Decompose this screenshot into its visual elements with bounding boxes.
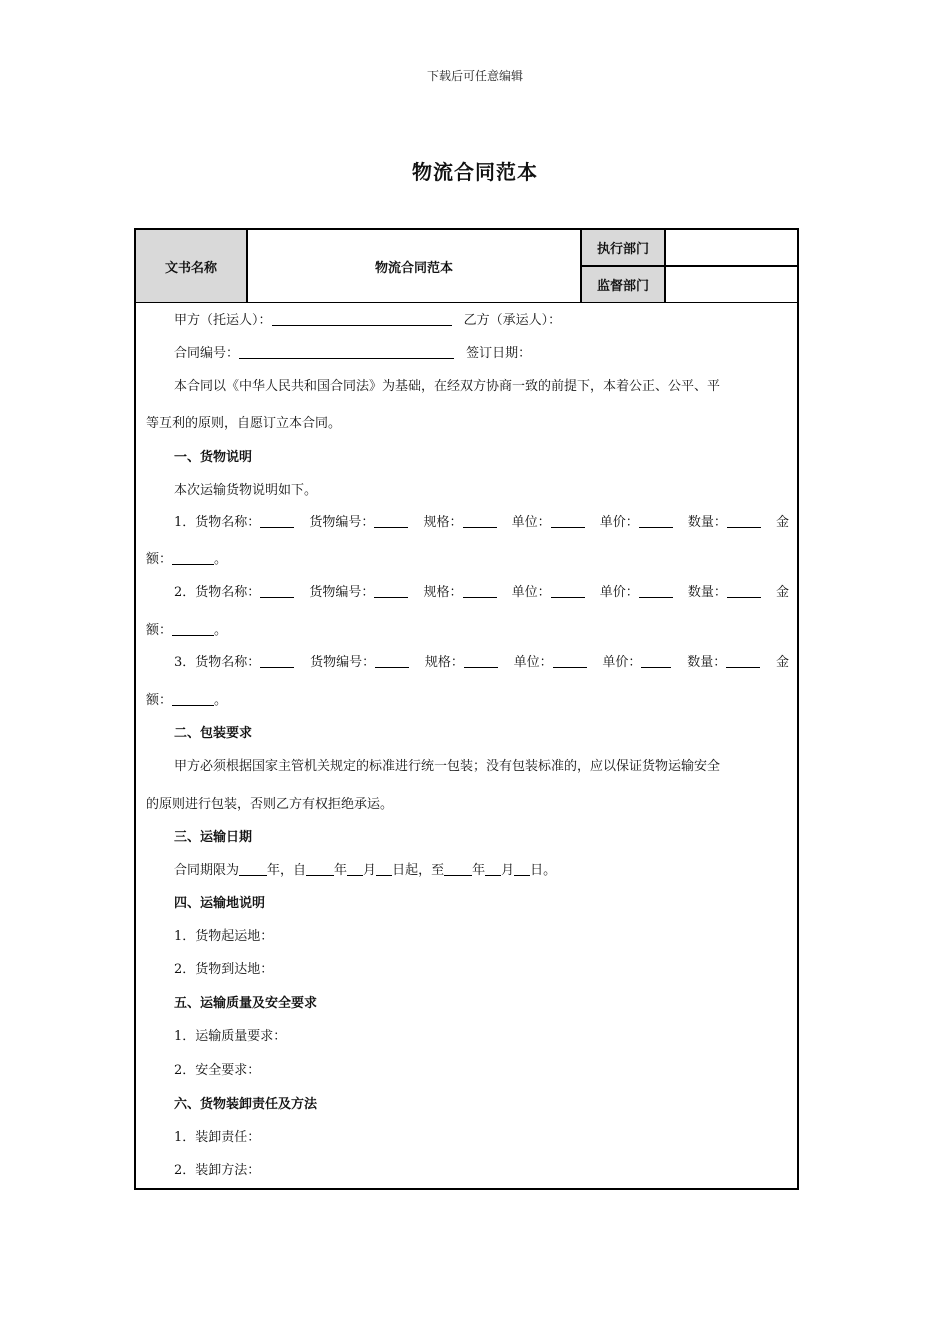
doc-name-label: 文书名称 <box>136 230 246 302</box>
section-6-title: 六、货物装卸责任及方法 <box>174 1097 318 1112</box>
field-label: 单位： <box>511 585 551 600</box>
section-1-desc: 本次运输货物说明如下。 <box>174 483 318 498</box>
section-2-line-1: 甲方必须根据国家主管机关规定的标准进行统一包装；没有包装标准的，应以保证货物运输安全 <box>174 759 721 774</box>
amount-line-3 <box>146 689 227 708</box>
amount-label: 额： <box>146 693 173 708</box>
amount-line-2 <box>146 619 227 638</box>
item-number: 1． <box>174 515 196 530</box>
section-5-title: 五、运输质量及安全要求 <box>174 996 318 1011</box>
amount-head: 金 <box>775 515 789 530</box>
field-blank[interactable] <box>641 654 671 668</box>
field-blank[interactable] <box>727 514 761 528</box>
period: 。 <box>214 552 228 567</box>
period-text: 日起，至 <box>392 863 445 878</box>
field-label: 单价： <box>599 585 639 600</box>
field-blank[interactable] <box>463 584 497 598</box>
period-text: 年 <box>472 863 486 878</box>
field-blank[interactable] <box>374 584 408 598</box>
period-text: 日。 <box>530 863 557 878</box>
party-a-label: 甲方（托运人）： <box>174 313 272 328</box>
period-text: 月 <box>363 863 377 878</box>
party-line <box>174 309 561 328</box>
amount-label: 额： <box>146 552 173 567</box>
field-blank[interactable] <box>727 584 761 598</box>
section-2-title: 二、包装要求 <box>174 726 253 741</box>
field-blank[interactable] <box>463 514 497 528</box>
end-year-blank[interactable] <box>444 862 472 876</box>
section-6-item-1: 1．装卸责任： <box>174 1130 261 1145</box>
doc-name-value: 物流合同范本 <box>374 260 453 276</box>
section-2-line-2: 的原则进行包装，否则乙方有权拒绝承运。 <box>146 797 394 812</box>
contract-no-blank[interactable] <box>239 345 454 359</box>
section-4-item-2: 2．货物到达地： <box>174 962 274 977</box>
field-label: 单位： <box>513 655 553 670</box>
supervise-dept-value[interactable] <box>666 267 797 302</box>
field-label: 货物名称： <box>195 585 261 600</box>
field-blank[interactable] <box>639 514 673 528</box>
section-5-item-2: 2．安全要求： <box>174 1063 261 1078</box>
amount-blank[interactable] <box>172 551 214 565</box>
amount-head: 金 <box>775 655 789 670</box>
period: 。 <box>214 693 228 708</box>
field-blank[interactable] <box>639 584 673 598</box>
field-label: 单价： <box>599 515 639 530</box>
party-a-blank[interactable] <box>272 312 452 326</box>
start-year-blank[interactable] <box>306 862 334 876</box>
period-text: 合同期限为 <box>174 863 240 878</box>
field-blank[interactable] <box>374 514 408 528</box>
header-note: 下载后可任意编辑 <box>426 69 523 83</box>
field-blank[interactable] <box>260 584 294 598</box>
divider <box>136 302 797 303</box>
item-number: 2． <box>174 585 196 600</box>
contract-form <box>134 228 799 1190</box>
field-label: 数量： <box>687 655 727 670</box>
goods-item-3 <box>174 651 789 670</box>
field-blank[interactable] <box>375 654 409 668</box>
section-3-period <box>174 859 556 878</box>
exec-dept-label: 执行部门 <box>582 230 664 265</box>
field-blank[interactable] <box>726 654 760 668</box>
start-month-blank[interactable] <box>347 862 363 876</box>
divider <box>580 265 797 267</box>
field-label: 数量： <box>687 585 727 600</box>
period-text: 月 <box>501 863 515 878</box>
amount-label: 额： <box>146 623 173 638</box>
section-4-title: 四、运输地说明 <box>174 896 266 911</box>
item-number: 3． <box>174 655 196 670</box>
intro-line-1: 本合同以《中华人民共和国合同法》为基础，在经双方协商一致的前提下，本着公正、公平、平 <box>174 379 721 394</box>
period-text: 年 <box>334 863 348 878</box>
start-day-blank[interactable] <box>376 862 392 876</box>
section-6-item-2: 2．装卸方法： <box>174 1163 261 1178</box>
field-label: 货物名称： <box>195 515 261 530</box>
field-blank[interactable] <box>551 514 585 528</box>
years-blank[interactable] <box>239 862 267 876</box>
amount-line-1 <box>146 548 227 567</box>
contract-no-label: 合同编号： <box>174 346 240 361</box>
field-label: 货物编号： <box>310 655 376 670</box>
sign-date-label: 签订日期： <box>466 346 532 361</box>
section-5-item-1: 1．运输质量要求： <box>174 1029 287 1044</box>
end-month-blank[interactable] <box>485 862 501 876</box>
contract-no-line <box>174 342 531 361</box>
intro-line-2: 等互利的原则，自愿订立本合同。 <box>146 416 342 431</box>
divider <box>246 230 248 302</box>
field-blank[interactable] <box>260 654 294 668</box>
supervise-dept-label: 监督部门 <box>582 267 664 302</box>
field-blank[interactable] <box>553 654 587 668</box>
field-label: 单位： <box>511 515 551 530</box>
end-day-blank[interactable] <box>514 862 530 876</box>
period: 。 <box>214 623 228 638</box>
period-text: 年，自 <box>267 863 307 878</box>
goods-item-1 <box>174 511 789 530</box>
field-blank[interactable] <box>464 654 498 668</box>
amount-blank[interactable] <box>172 622 214 636</box>
field-label: 数量： <box>687 515 727 530</box>
field-label: 货物编号： <box>309 515 375 530</box>
section-3-title: 三、运输日期 <box>174 830 253 845</box>
goods-item-2 <box>174 581 789 600</box>
field-label: 单价： <box>602 655 642 670</box>
field-blank[interactable] <box>551 584 585 598</box>
amount-blank[interactable] <box>172 692 214 706</box>
field-blank[interactable] <box>260 514 294 528</box>
field-label: 货物名称： <box>195 655 261 670</box>
field-label: 货物编号： <box>309 585 375 600</box>
party-b-label: 乙方（承运人）： <box>463 313 562 328</box>
amount-head: 金 <box>775 585 789 600</box>
section-1-title: 一、货物说明 <box>174 450 253 465</box>
document-title: 物流合同范本 <box>412 160 538 184</box>
field-label: 规格： <box>423 585 463 600</box>
section-4-item-1: 1．货物起运地： <box>174 929 274 944</box>
exec-dept-value[interactable] <box>666 230 797 265</box>
field-label: 规格： <box>424 655 464 670</box>
field-label: 规格： <box>423 515 463 530</box>
